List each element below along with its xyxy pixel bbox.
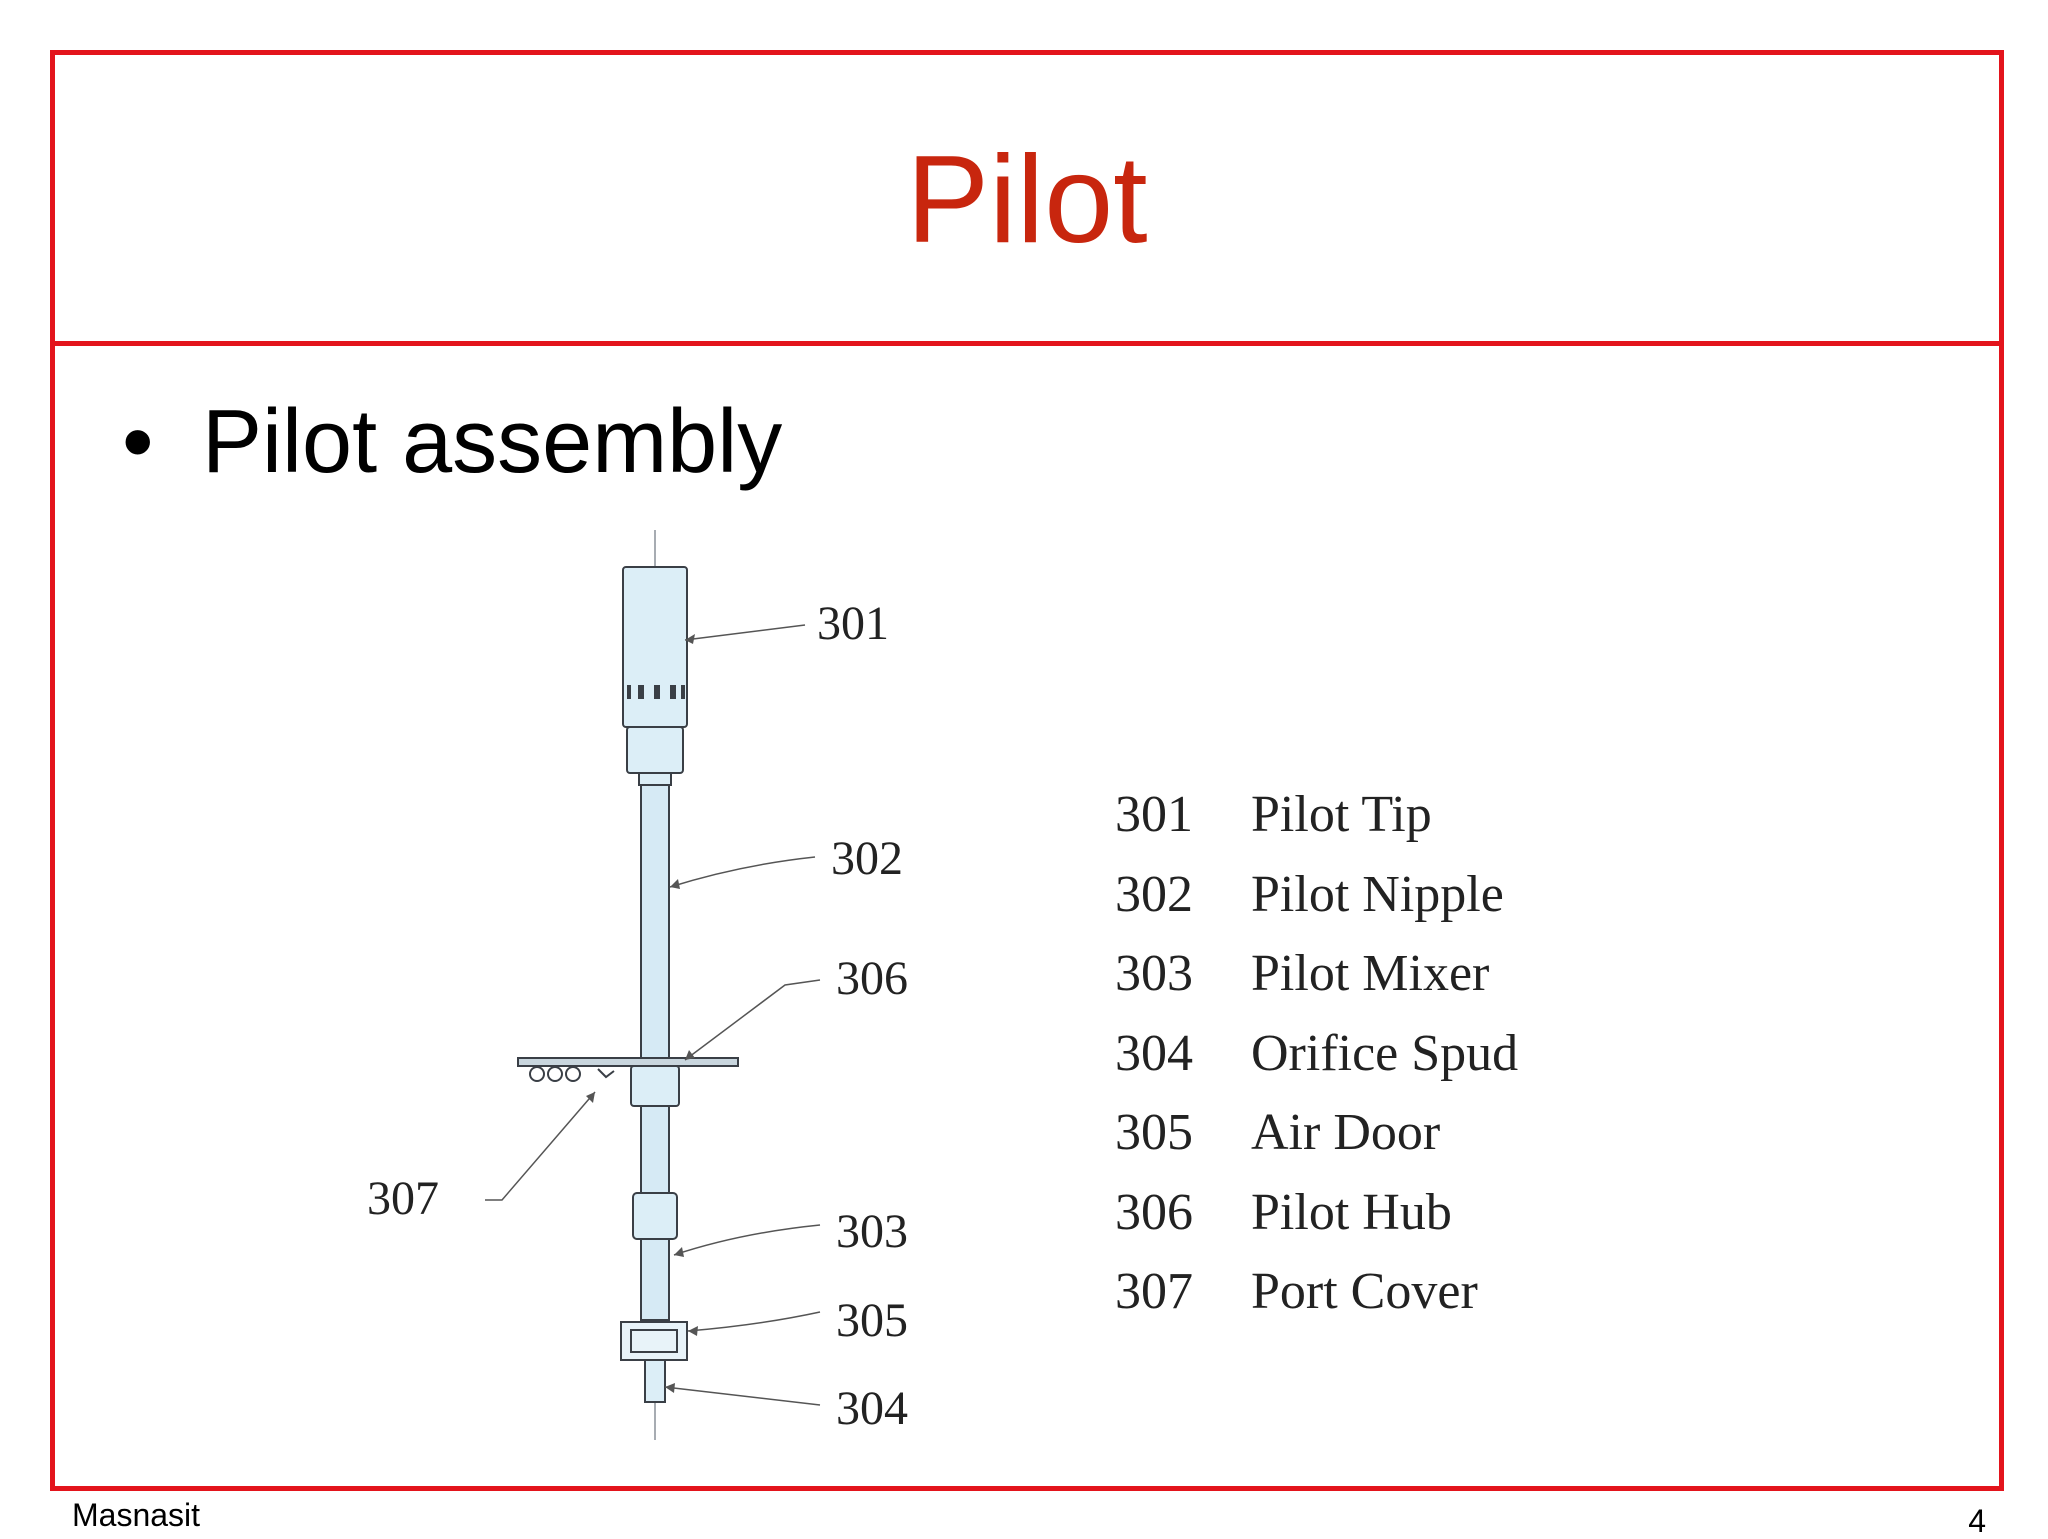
footer-author: Masnasit — [72, 1497, 201, 1533]
legend-row — [1115, 1262, 1518, 1342]
page-number: 4 — [1968, 1503, 1986, 1539]
legend-label: Port Cover — [1251, 1263, 1478, 1320]
legend-number: 301 — [1115, 786, 1193, 843]
callout-301: 301 — [817, 597, 889, 650]
bullet-icon: • — [122, 392, 154, 492]
legend-label: Orifice Spud — [1251, 1024, 1519, 1082]
title-divider — [50, 341, 2004, 346]
bullet-item — [122, 392, 782, 492]
legend-row — [1115, 865, 1518, 945]
callout-302: 302 — [831, 832, 903, 885]
legend-number: 305 — [1115, 1104, 1193, 1161]
callout-307: 307 — [367, 1172, 439, 1225]
legend-row — [1115, 944, 1518, 1024]
legend-number: 303 — [1115, 945, 1193, 1002]
legend-number: 304 — [1115, 1024, 1193, 1082]
slide-title: Pilot — [906, 131, 1148, 269]
legend-number: 307 — [1115, 1263, 1193, 1320]
legend-label: Pilot Hub — [1251, 1183, 1452, 1241]
legend-row — [1115, 1103, 1518, 1183]
legend-label: Pilot Tip — [1251, 786, 1432, 843]
callout-304: 304 — [836, 1382, 908, 1435]
bullet-text: Pilot assembly — [202, 392, 783, 492]
legend-label: Pilot Nipple — [1251, 865, 1504, 923]
legend-row — [1115, 785, 1518, 865]
legend-label: Pilot Mixer — [1251, 945, 1490, 1002]
callout-303: 303 — [836, 1205, 908, 1258]
legend-row — [1115, 1024, 1518, 1104]
parts-legend — [1115, 785, 1518, 1342]
callout-306: 306 — [836, 952, 908, 1005]
legend-label: Air Door — [1251, 1104, 1441, 1161]
callout-305: 305 — [836, 1294, 908, 1347]
legend-row — [1115, 1183, 1518, 1263]
legend-number: 306 — [1115, 1183, 1193, 1241]
pilot-assembly-diagram — [340, 525, 960, 1450]
legend-number: 302 — [1115, 865, 1193, 923]
